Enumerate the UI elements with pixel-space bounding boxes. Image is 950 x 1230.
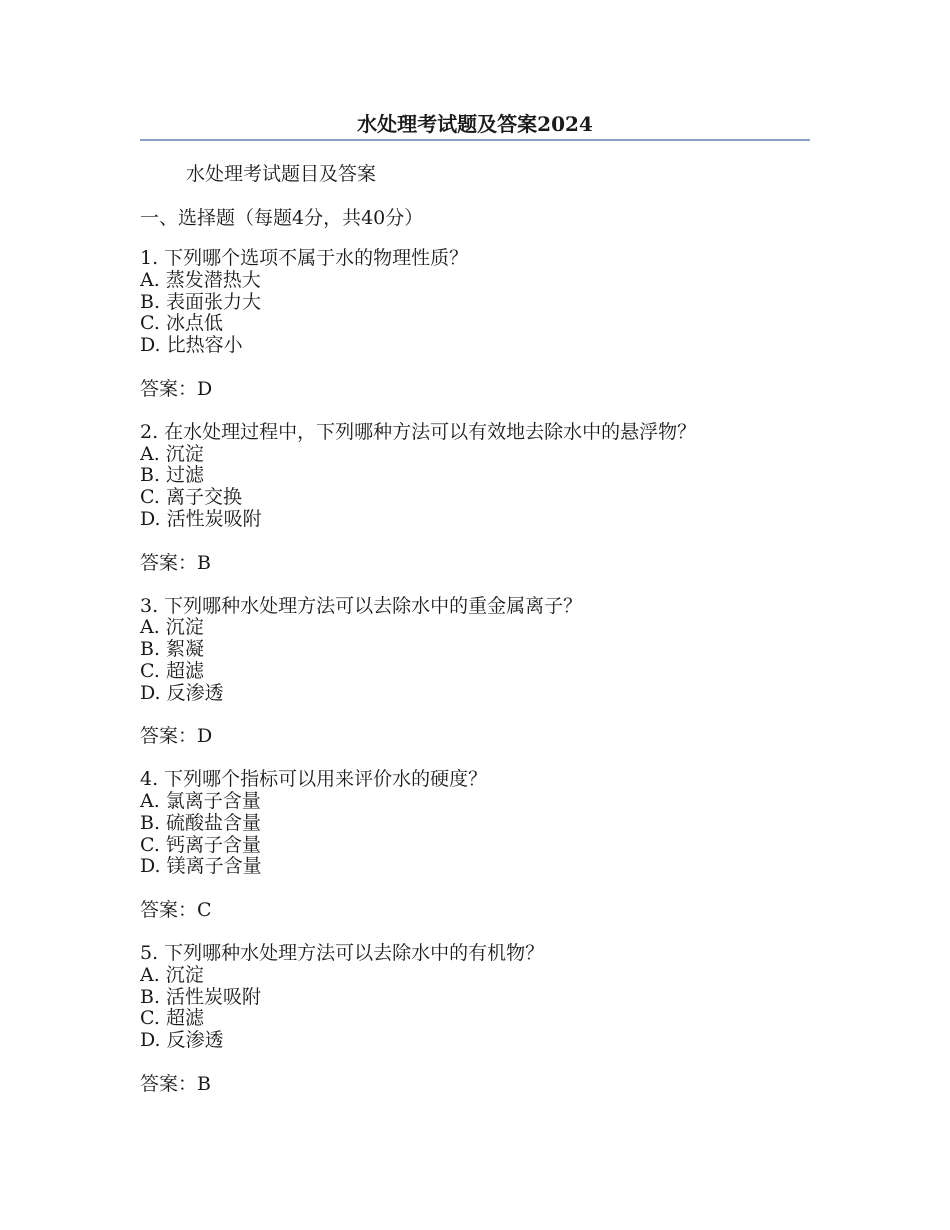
option-b: B. 硫酸盐含量 xyxy=(140,811,262,834)
document-body xyxy=(140,160,810,1117)
document-header: 水处理考试题及答案2024 xyxy=(357,112,593,136)
answer-text: 答案：D xyxy=(140,725,213,748)
question-3 xyxy=(140,596,810,748)
question-text: 1. 下列哪个选项不属于水的物理性质？ xyxy=(140,247,469,269)
question-5 xyxy=(140,943,810,1095)
option-b: B. 过滤 xyxy=(140,464,205,487)
option-c: C. 离子交换 xyxy=(140,486,242,508)
option-a: A. 沉淀 xyxy=(140,442,204,465)
option-b: B. 絮凝 xyxy=(140,638,205,660)
option-d: D. 活性炭吸附 xyxy=(140,507,262,530)
answer-text: 答案：B xyxy=(140,551,211,574)
question-4 xyxy=(140,769,810,921)
option-a: A. 蒸发潜热大 xyxy=(140,268,261,291)
option-a: A. 氯离子含量 xyxy=(140,790,261,812)
option-c: C. 冰点低 xyxy=(140,312,223,335)
option-c: C. 钙离子含量 xyxy=(140,833,261,856)
section-title: 一、选择题（每题4分，共40分） xyxy=(140,207,424,229)
question-text: 4. 下列哪个指标可以用来评价水的硬度？ xyxy=(140,768,488,791)
option-a: A. 沉淀 xyxy=(140,616,204,639)
document-subtitle: 水处理考试题目及答案 xyxy=(186,163,377,185)
header-divider xyxy=(140,139,810,141)
option-c: C. 超滤 xyxy=(140,1007,204,1030)
option-d: D. 比热容小 xyxy=(140,334,243,356)
option-a: A. 沉淀 xyxy=(140,963,204,986)
question-text: 5. 下列哪种水处理方法可以去除水中的有机物？ xyxy=(140,942,545,964)
answer-text: 答案：B xyxy=(140,1072,211,1095)
option-b: B. 活性炭吸附 xyxy=(140,985,262,1008)
answer-text: 答案：C xyxy=(140,899,212,921)
option-d: D. 反渗透 xyxy=(140,1029,224,1051)
option-d: D. 反渗透 xyxy=(140,681,224,704)
question-2 xyxy=(140,422,810,574)
option-b: B. 表面张力大 xyxy=(140,290,262,313)
option-d: D. 镁离子含量 xyxy=(140,855,262,878)
answer-text: 答案：D xyxy=(140,377,213,400)
option-c: C. 超滤 xyxy=(140,659,204,682)
question-text: 2. 在水处理过程中，下列哪种方法可以有效地去除水中的悬浮物？ xyxy=(140,420,697,443)
question-1 xyxy=(140,248,810,400)
question-text: 3. 下列哪种水处理方法可以去除水中的重金属离子？ xyxy=(140,594,583,617)
